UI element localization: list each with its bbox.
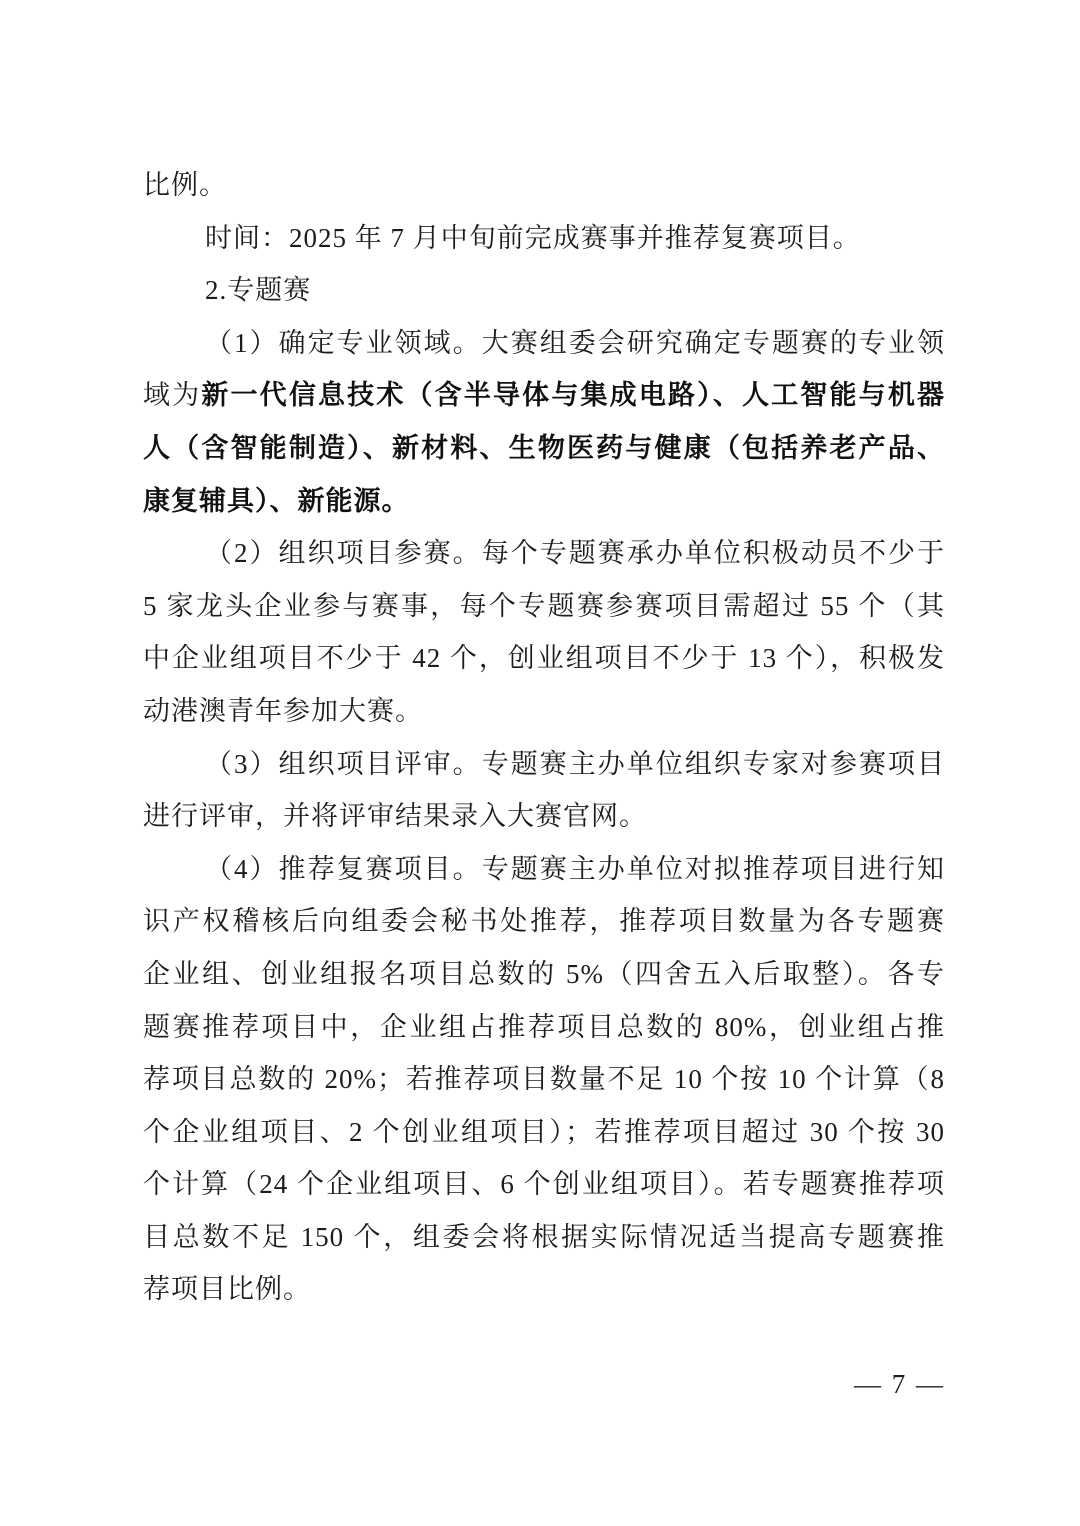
text-line: 荐项目总数的 20%；若推荐项目数量不足 10 个按 10 个计算（8 <box>143 1064 945 1095</box>
text-line: 时间：2025 年 7 月中旬前完成赛事并推荐复赛项目。 <box>205 222 861 253</box>
heading-special-contest <box>143 264 945 317</box>
paragraph-ratio-end <box>143 159 945 212</box>
paragraph-time <box>143 212 945 265</box>
text-line: 比例。 <box>143 170 227 200</box>
text-bold: 新一代信息技术（含半导体与集成电路）、人工智能与机器 <box>201 380 945 411</box>
text-line: 5 家龙头企业参与赛事，每个专题赛参赛项目需超过 55 个（其 <box>143 590 945 621</box>
paragraph-item-2 <box>143 527 945 737</box>
text-line: 企业组、创业组报名项目总数的 5%（四舍五入后取整）。各专 <box>143 958 945 989</box>
text-line: 进行评审，并将评审结果录入大赛官网。 <box>143 801 647 832</box>
text-line: （2）组织项目参赛。每个专题赛承办单位积极动员不少于 <box>205 538 945 569</box>
text-plain: 域为 <box>143 380 202 411</box>
text-line: 荐项目比例。 <box>143 1274 311 1305</box>
text-line: （1）确定专业领域。大赛组委会研究确定专题赛的专业领 <box>205 327 945 358</box>
document-body <box>143 159 945 1316</box>
paragraph-item-3 <box>143 738 945 843</box>
text-line: （4）推荐复赛项目。专题赛主办单位对拟推荐项目进行知 <box>205 853 945 884</box>
text-line-bold: 康复辅具）、新能源。 <box>143 485 410 516</box>
text-line: （3）组织项目评审。专题赛主办单位组织专家对参赛项目 <box>205 748 945 779</box>
text-line <box>143 369 945 422</box>
text-line: 题赛推荐项目中，企业组占推荐项目总数的 80%，创业组占推 <box>143 1011 945 1042</box>
text-line-bold: 人（含智能制造）、新材料、生物医药与健康（包括养老产品、 <box>143 432 945 463</box>
text-line: 动港澳青年参加大赛。 <box>143 695 423 726</box>
text-line: 目总数不足 150 个，组委会将根据实际情况适当提高专题赛推 <box>143 1221 945 1252</box>
text-line: 中企业组项目不少于 42 个，创业组项目不少于 13 个），积极发 <box>143 643 945 674</box>
paragraph-item-1 <box>143 317 945 527</box>
text-line: 个计算（24 个企业组项目、6 个创业组项目）。若专题赛推荐项 <box>143 1169 945 1200</box>
paragraph-item-4 <box>143 843 945 1316</box>
text-line: 个企业组项目、2 个创业组项目）；若推荐项目超过 30 个按 30 <box>143 1116 945 1147</box>
text-line: 识产权稽核后向组委会秘书处推荐，推荐项目数量为各专题赛 <box>143 906 945 937</box>
page-number: — 7 — <box>854 1369 945 1399</box>
section-heading: 2.专题赛 <box>205 275 312 306</box>
